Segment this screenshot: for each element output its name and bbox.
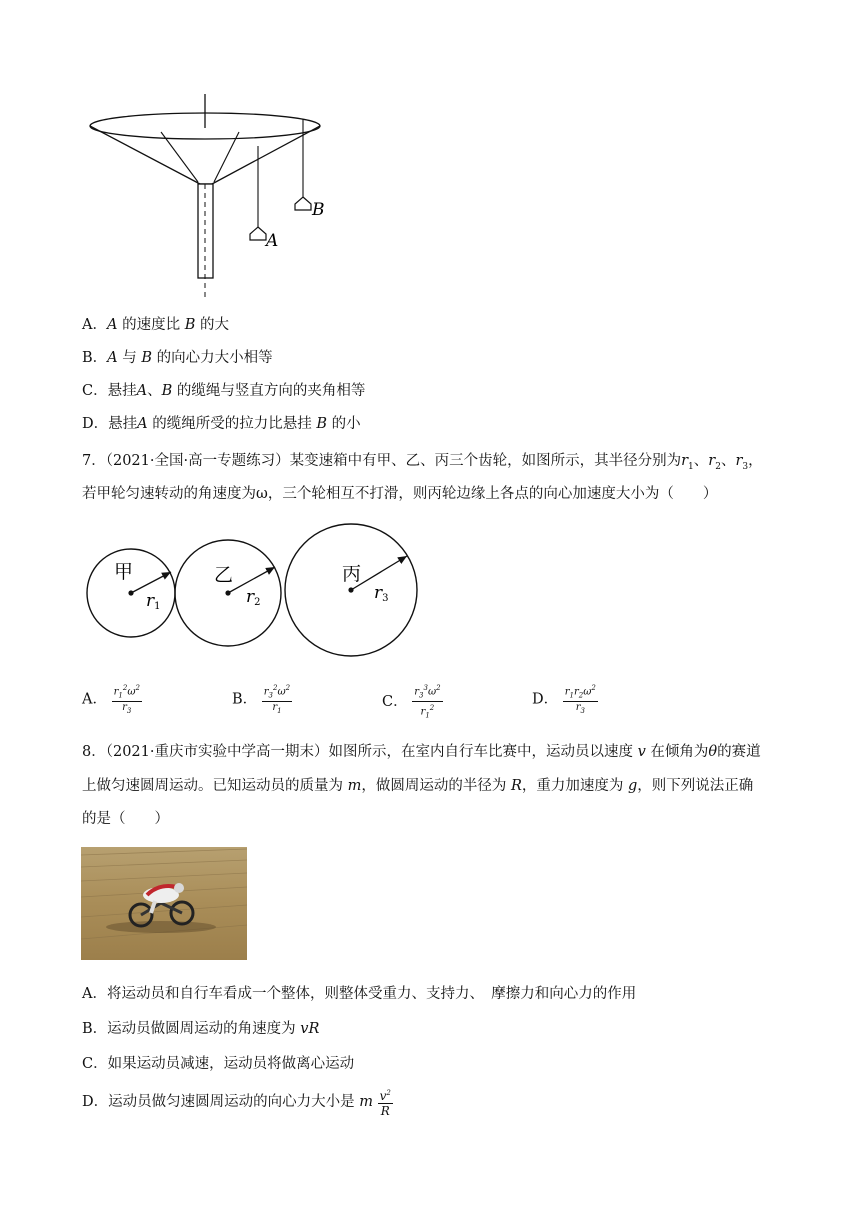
q8-option-d-fraction: $\frac{v^2}{R}$ — [378, 1086, 393, 1118]
funnel-figure — [86, 94, 336, 298]
q8-option-b[interactable]: B．运动员做圆周运动的角速度为 vR — [82, 1021, 320, 1037]
q7-option-c-fraction: $\frac{r_3^3\omega^2}{r_1^2}$ — [414, 684, 441, 720]
q8-option-d[interactable]: D．运动员做匀速圆周运动的向心力大小是 m $\frac{v^2}{R}$ — [82, 1082, 393, 1122]
label-a: A — [266, 231, 279, 251]
q7-option-b[interactable]: B． $\frac{r_3^2\omega^2}{r_1}$ — [232, 684, 291, 716]
gear-r2-label: r2 — [246, 587, 261, 608]
gear-r1-label: r1 — [146, 591, 161, 612]
gear-bing-label: 丙 — [342, 563, 362, 585]
q7-option-a[interactable]: A． $\frac{r_1^2\omega^2}{r_3}$ — [82, 684, 140, 716]
cyclist-photo — [81, 847, 247, 960]
q8-option-c[interactable]: C．如果运动员减速，运动员将做离心运动 — [82, 1056, 355, 1072]
q8-option-a[interactable]: A．将运动员和自行车看成一个整体，则整体受重力、支持力、 摩擦力和向心力的作用 — [82, 986, 637, 1002]
q7-stem-line1: 7．（2021·全国·高一专题练习）某变速箱中有甲、乙、丙三个齿轮，如图所示，其半径分别为$r_1$、$r_2$、$r_3$， — [82, 453, 763, 472]
q6-option-c[interactable]: C．悬挂A、B 的缆绳与竖直方向的夹角相等 — [82, 383, 366, 399]
q7-option-a-fraction: $\frac{r_1^2\omega^2}{r_3}$ — [113, 684, 140, 716]
gear-yi-label: 乙 — [214, 564, 234, 586]
q7-stem-line2: 若甲轮匀速转动的角速度为ω，三个轮相互不打滑，则丙轮边缘上各点的向心加速度大小为（ ） — [82, 486, 718, 502]
q7-option-b-fraction: $\frac{r_3^2\omega^2}{r_1}$ — [263, 684, 291, 716]
gear-jia-label: 甲 — [114, 561, 134, 583]
q7-option-d[interactable]: D． $\frac{r_1r_2\omega^2}{r_3}$ — [532, 684, 596, 716]
label-b: B — [312, 200, 325, 220]
q6-option-d[interactable]: D．悬挂A 的缆绳所受的拉力比悬挂 B 的小 — [82, 416, 361, 432]
q7-option-c[interactable]: C． $\frac{r_3^3\omega^2}{r_1^2}$ — [382, 684, 441, 720]
q8-stem-line2: 上做匀速圆周运动。已知运动员的质量为 m，做圆周运动的半径为 R，重力加速度为 g，则下列说法正确 — [82, 778, 754, 794]
q6-option-a[interactable]: A．A 的速度比 B 的大 — [82, 317, 229, 333]
gear-r3-label: r3 — [374, 583, 389, 604]
q8-stem-line1: 8．（2021·重庆市实验中学高一期末）如图所示，在室内自行车比赛中，运动员以速度 v 在倾角为θ的赛道 — [82, 744, 761, 760]
q7-option-d-fraction: $\frac{r_1r_2\omega^2}{r_3}$ — [564, 684, 596, 716]
gears-figure — [84, 522, 424, 662]
q6-option-b[interactable]: B．A 与 B 的向心力大小相等 — [82, 350, 273, 366]
q8-stem-line3: 的是（ ） — [82, 811, 169, 827]
